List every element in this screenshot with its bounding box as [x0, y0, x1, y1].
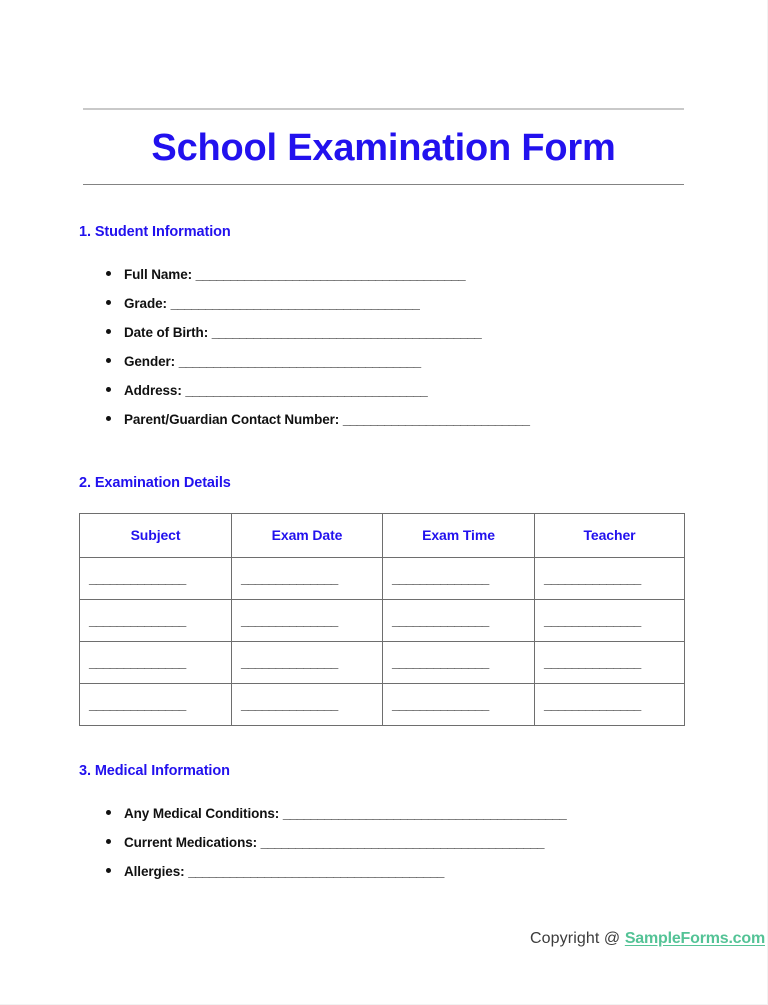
table-cell-exam-time[interactable]: ______________ [383, 557, 535, 599]
field-blank-address[interactable]: ___________________________________ [185, 382, 428, 398]
field-blank-current-medications[interactable]: _________________________________________ [260, 834, 544, 850]
field-row-grade [79, 289, 685, 318]
student-information-field-list [79, 260, 685, 434]
field-row-date-of-birth [79, 318, 685, 347]
field-row-address [79, 376, 685, 405]
field-row-parent-guardian-contact-number [79, 405, 685, 434]
table-cell-exam-date[interactable]: ______________ [232, 683, 383, 725]
title-rule-top [83, 108, 684, 110]
section-heading-medical-information: 3. Medical Information [79, 762, 230, 779]
field-blank-gender[interactable]: ___________________________________ [178, 353, 421, 369]
medical-information-field-list [79, 799, 685, 886]
table-row [80, 599, 685, 641]
table-cell-subject[interactable]: ______________ [80, 641, 232, 683]
field-blank-grade[interactable]: ____________________________________ [170, 295, 420, 311]
copyright-text: Copyright @ [530, 930, 625, 947]
field-label-gender: Gender: [124, 353, 176, 369]
field-row-current-medications [79, 828, 685, 857]
table-cell-teacher[interactable]: ______________ [535, 599, 685, 641]
table-cell-subject[interactable]: ______________ [80, 599, 232, 641]
column-header-teacher: Teacher [535, 513, 685, 557]
table-cell-teacher[interactable]: ______________ [535, 557, 685, 599]
table-header-row [80, 513, 685, 557]
table-row [80, 641, 685, 683]
bullet-icon [106, 329, 111, 334]
field-row-allergies [79, 857, 685, 886]
table-cell-exam-date[interactable]: ______________ [232, 599, 383, 641]
table-cell-teacher[interactable]: ______________ [535, 641, 685, 683]
table-row [80, 683, 685, 725]
field-label-current-medications: Current Medications: [124, 834, 258, 850]
examination-details-table [79, 513, 685, 726]
field-label-date-of-birth: Date of Birth: [124, 324, 209, 340]
table-cell-exam-time[interactable]: ______________ [383, 683, 535, 725]
section-heading-student-information: 1. Student Information [79, 223, 231, 240]
bullet-icon [106, 387, 111, 392]
field-label-grade: Grade: [124, 295, 167, 311]
field-row-full-name [79, 260, 685, 289]
section-heading-examination-details: 2. Examination Details [79, 474, 231, 491]
column-header-exam-date: Exam Date [232, 513, 383, 557]
field-blank-full-name[interactable]: _______________________________________ [195, 266, 466, 282]
table-cell-exam-time[interactable]: ______________ [383, 641, 535, 683]
document-content [79, 0, 765, 947]
field-blank-parent-guardian-contact-number[interactable]: ___________________________ [342, 411, 530, 427]
field-row-any-medical-conditions [79, 799, 685, 828]
sampleforms-link[interactable]: SampleForms.com [624, 930, 765, 947]
table-cell-subject[interactable]: ______________ [80, 683, 232, 725]
bullet-icon [106, 810, 111, 815]
field-blank-allergies[interactable]: _____________________________________ [188, 863, 444, 879]
field-blank-any-medical-conditions[interactable]: _________________________________________ [282, 805, 567, 821]
title-rule-bottom [83, 184, 684, 185]
field-label-parent-guardian-contact-number: Parent/Guardian Contact Number: [124, 411, 340, 427]
table-cell-subject[interactable]: ______________ [80, 557, 232, 599]
bullet-icon [106, 271, 111, 276]
table-cell-exam-date[interactable]: ______________ [232, 641, 383, 683]
field-label-full-name: Full Name: [124, 266, 193, 282]
table-cell-exam-date[interactable]: ______________ [232, 557, 383, 599]
field-label-allergies: Allergies: [124, 863, 185, 879]
column-header-exam-time: Exam Time [383, 513, 535, 557]
page-title: School Examination Form [151, 127, 616, 169]
footer-copyright [79, 930, 765, 948]
bullet-icon [106, 868, 111, 873]
bullet-icon [106, 416, 111, 421]
table-cell-teacher[interactable]: ______________ [535, 683, 685, 725]
field-row-gender [79, 347, 685, 376]
bullet-icon [106, 300, 111, 305]
column-header-subject: Subject [80, 513, 232, 557]
bullet-icon [106, 358, 111, 363]
table-cell-exam-time[interactable]: ______________ [383, 599, 535, 641]
field-label-address: Address: [124, 382, 182, 398]
field-blank-date-of-birth[interactable]: _______________________________________ [211, 324, 482, 340]
bullet-icon [106, 839, 111, 844]
table-row [80, 557, 685, 599]
field-label-any-medical-conditions: Any Medical Conditions: [124, 805, 280, 821]
